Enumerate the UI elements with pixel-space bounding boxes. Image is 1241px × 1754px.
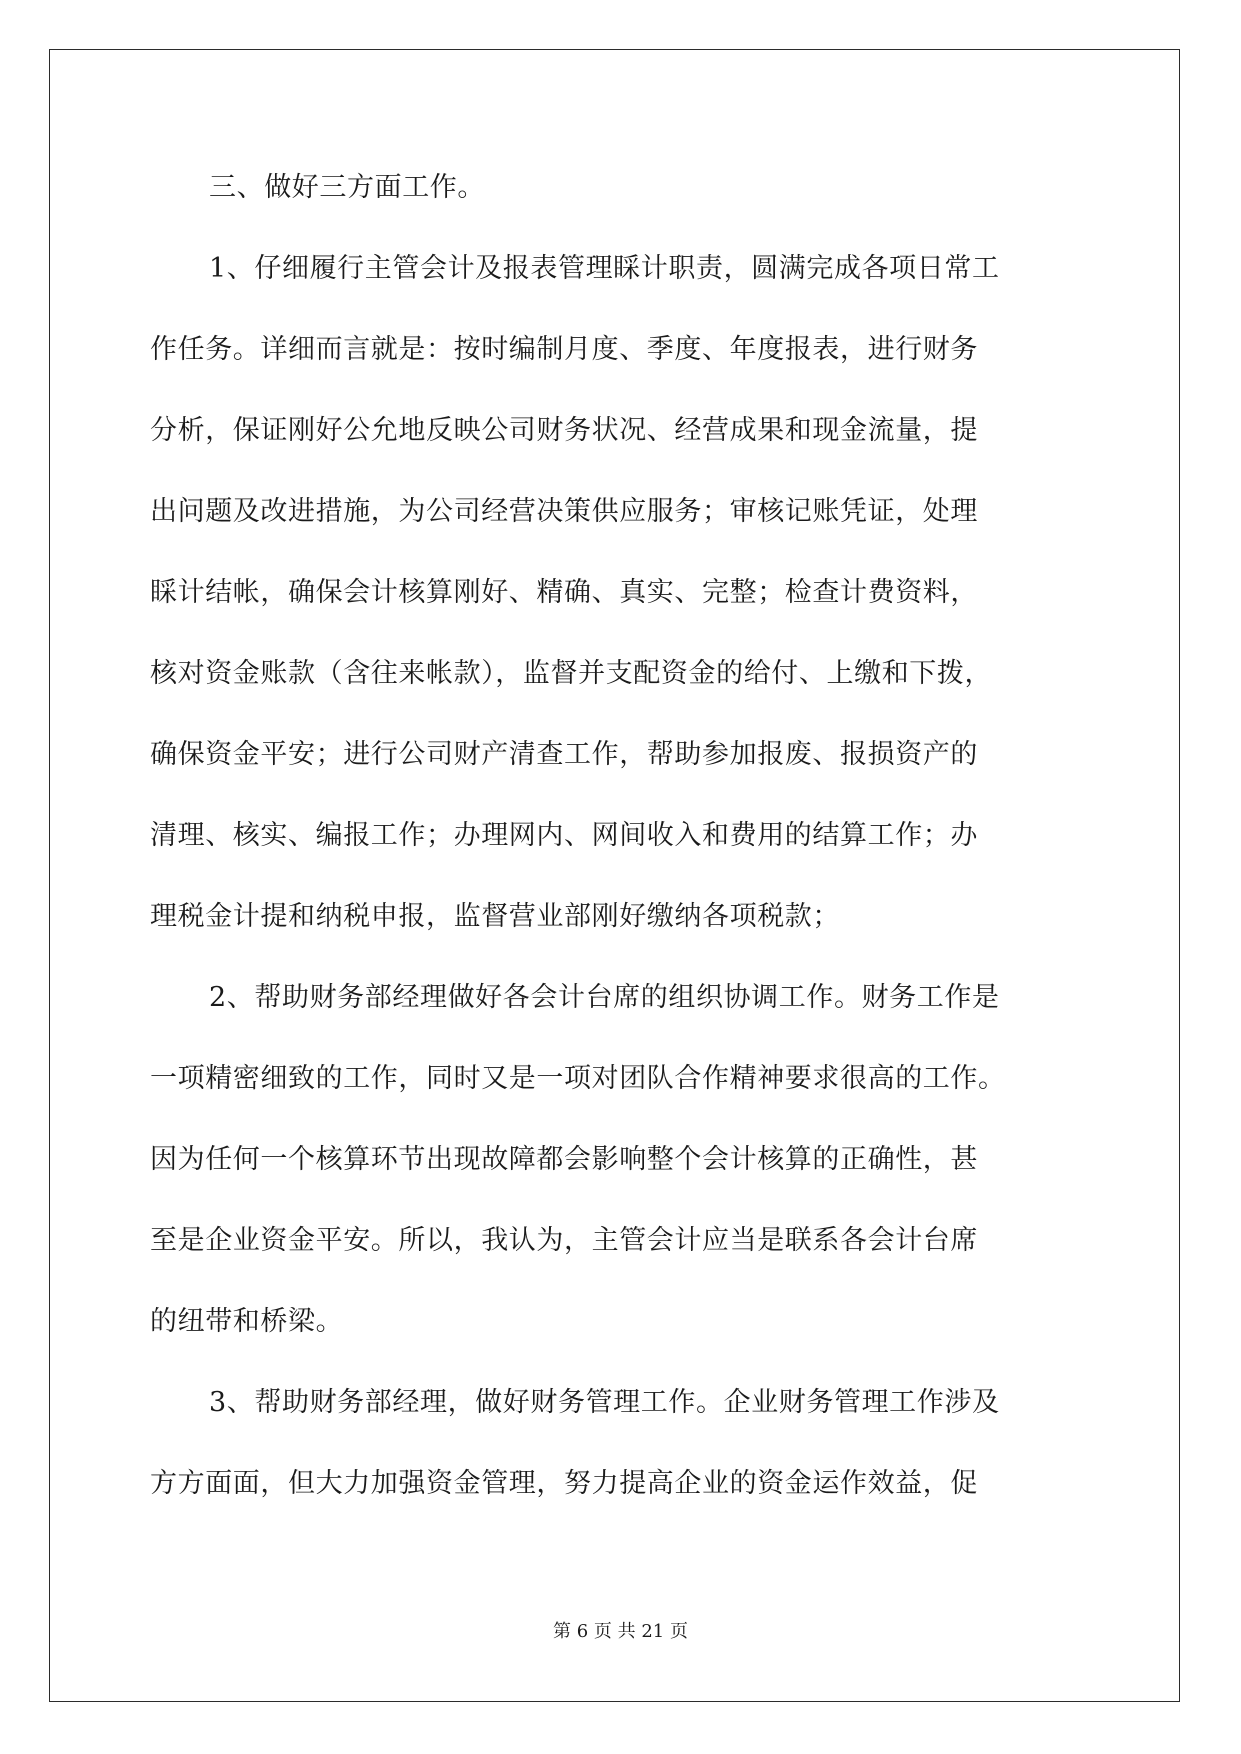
paragraph-1-line: 理税金计提和纳税申报，监督营业部刚好缴纳各项税款； xyxy=(150,901,840,932)
document-body xyxy=(150,147,1090,1524)
page-number: 第 6 页 共 21 页 xyxy=(553,1621,688,1642)
paragraph-2-line: 因为任何一个核算环节出现故障都会影响整个会计核算的正确性，甚 xyxy=(150,1144,978,1175)
paragraph-3-line: 3、帮助财务部经理，做好财务管理工作。企业财务管理工作涉及 xyxy=(209,1387,1000,1418)
paragraph-3-line: 方方面面，但大力加强资金管理，努力提高企业的资金运作效益，促 xyxy=(150,1468,978,1499)
paragraph-2-line: 的纽带和桥梁。 xyxy=(150,1306,344,1337)
paragraph-1-line: 1、仔细履行主管会计及报表管理睬计职责，圆满完成各项日常工 xyxy=(209,253,1000,284)
paragraph-1-line: 出问题及改进措施，为公司经营决策供应服务；审核记账凭证，处理 xyxy=(150,496,978,527)
paragraph-1-line: 确保资金平安；进行公司财产清查工作，帮助参加报废、报损资产的 xyxy=(150,739,978,770)
paragraph-2-line: 至是企业资金平安。所以，我认为，主管会计应当是联系各会计台席 xyxy=(150,1225,978,1256)
paragraph-1-line: 作任务。详细而言就是：按时编制月度、季度、年度报表，进行财务 xyxy=(150,334,978,365)
paragraph-1-line: 清理、核实、编报工作；办理网内、网间收入和费用的结算工作；办 xyxy=(150,820,978,851)
paragraph-1-line: 核对资金账款（含往来帐款），监督并支配资金的给付、上缴和下拨， xyxy=(150,658,993,689)
paragraph-1-line: 分析，保证刚好公允地反映公司财务状况、经营成果和现金流量，提 xyxy=(150,415,978,446)
section-heading: 三、做好三方面工作。 xyxy=(209,172,485,203)
paragraph-1-line: 睬计结帐，确保会计核算刚好、精确、真实、完整；检查计费资料， xyxy=(150,577,978,608)
paragraph-2-line: 2、帮助财务部经理做好各会计台席的组织协调工作。财务工作是 xyxy=(209,982,1000,1013)
paragraph-2-line: 一项精密细致的工作，同时又是一项对团队合作精神要求很高的工作。 xyxy=(150,1063,1006,1094)
